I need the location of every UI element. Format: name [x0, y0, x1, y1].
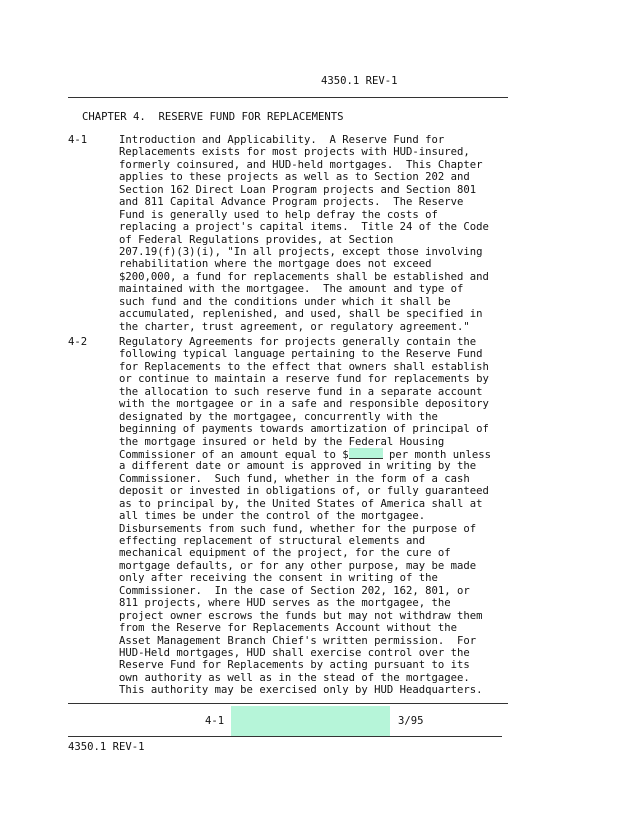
paragraph-line: own authority as well as in the stead of the mortgagee. — [119, 671, 470, 684]
paragraph-line: formerly coinsured, and HUD-held mortgages. This Chapter — [119, 158, 483, 171]
paragraph-line: the allocation to such reserve fund in a separate account — [119, 385, 483, 398]
footer-page-number: 4-1 — [205, 715, 225, 727]
paragraph-line: deposit or invested in obligations of, or fully guaranteed — [119, 485, 489, 498]
paragraph-line: replacing a project's capital items. Title 24 of the Code — [119, 221, 489, 234]
paragraph-line: Section 162 Direct Loan Program projects and Section 801 — [119, 183, 477, 196]
paragraph-line: of Federal Regulations provides, at Section — [119, 233, 394, 246]
paragraph-line: accumulated, replenished, and used, shall be specified in — [119, 308, 483, 321]
chapter-title: CHAPTER 4. RESERVE FUND FOR REPLACEMENTS — [82, 111, 344, 123]
footer-bottom-rule — [68, 736, 502, 737]
paragraph-line: with the mortgagee or in a safe and responsible depository — [119, 398, 489, 411]
paragraph-line: such fund and the conditions under which it shall be — [119, 295, 451, 308]
paragraph-line: the charter, trust agreement, or regulatory agreement." — [119, 320, 470, 333]
paragraph-line: effecting replacement of structural elements and — [119, 535, 426, 547]
amount-suffix: per month unless — [382, 448, 492, 461]
section-4-1-body — [119, 134, 499, 333]
paragraph-line: 811 projects, where HUD serves as the mortgagee, the — [119, 597, 451, 610]
paragraph-line: for Replacements to the effect that owners shall establish — [119, 360, 489, 373]
paragraph-line: project owner escrows the funds but may not withdraw them — [119, 609, 483, 622]
paragraph-line: mechanical equipment of the project, for the cure of — [119, 547, 451, 560]
paragraph-line: only after receiving the consent in writing of the — [119, 572, 438, 585]
footer-doc-id: 4350.1 REV-1 — [68, 741, 145, 753]
paragraph-line: HUD-Held mortgages, HUD shall exercise control over the — [119, 646, 470, 659]
paragraph-line: Regulatory Agreements for projects generally contain the — [119, 336, 477, 348]
paragraph-line: as to principal by, the United States of America shall at — [119, 497, 483, 510]
paragraph-line: the mortgage insured or held by the Federal Housing — [119, 435, 445, 448]
paragraph-line: $200,000, a fund for replacements shall be established and — [119, 270, 489, 283]
footer-highlight-box — [231, 706, 390, 736]
paragraph-line: This authority may be exercised only by HUD Headquarters. — [119, 684, 483, 697]
paragraph-line: mortgage defaults, or for any other purpose, may be made — [119, 559, 477, 572]
paragraph-line: all times be under the control of the mortgagee. — [119, 510, 426, 523]
paragraph-line: from the Reserve for Replacements Account without the — [119, 622, 458, 635]
paragraph-line: maintained with the mortgagee. The amount and type of — [119, 283, 464, 296]
paragraph-line: Asset Management Branch Chief's written permission. For — [119, 634, 477, 647]
paragraph-line: Reserve Fund for Replacements by acting pursuant to its — [119, 659, 470, 672]
section-4-2-body — [119, 336, 499, 697]
paragraph-line: or continue to maintain a reserve fund for replacements by — [119, 373, 489, 386]
header-doc-id: 4350.1 REV-1 — [321, 75, 398, 87]
paragraph-line: Disbursements from such fund, whether for the purpose of — [119, 522, 477, 535]
paragraph-line: beginning of payments towards amortization of principal of — [119, 423, 489, 436]
amount-blank-field[interactable] — [349, 448, 383, 459]
paragraph-line: applies to these projects as well as to Section 202 and — [119, 171, 470, 184]
amount-line — [119, 448, 499, 460]
paragraph-line: a different date or amount is approved in writing by the — [119, 460, 477, 473]
paragraph-line: Commissioner. Such fund, whether in the form of a cash — [119, 472, 470, 485]
section-number: 4-2 — [68, 336, 88, 348]
footer-date: 3/95 — [398, 715, 424, 727]
paragraph-line: Replacements exists for most projects with HUD-insured, — [119, 146, 470, 159]
section-number: 4-1 — [68, 134, 88, 146]
paragraph-line: rehabilitation where the mortgage does not exceed — [119, 258, 432, 271]
paragraph-line: following typical language pertaining to the Reserve Fund — [119, 348, 483, 361]
header-rule — [68, 97, 508, 98]
paragraph-line: and 811 Capital Advance Program projects. The Reserve — [119, 196, 464, 209]
footer-top-rule — [68, 703, 508, 704]
paragraph-line: Introduction and Applicability. A Reserve Fund for — [119, 134, 445, 146]
paragraph-line: designated by the mortgagee, concurrently with the — [119, 410, 438, 423]
paragraph-line: Fund is generally used to help defray the costs of — [119, 208, 438, 221]
amount-prefix: Commissioner of an amount equal to $ — [119, 448, 349, 461]
paragraph-line: 207.19(f)(3)(i), "In all projects, except those involving — [119, 245, 483, 258]
paragraph-line: Commissioner. In the case of Section 202, 162, 801, or — [119, 584, 470, 597]
